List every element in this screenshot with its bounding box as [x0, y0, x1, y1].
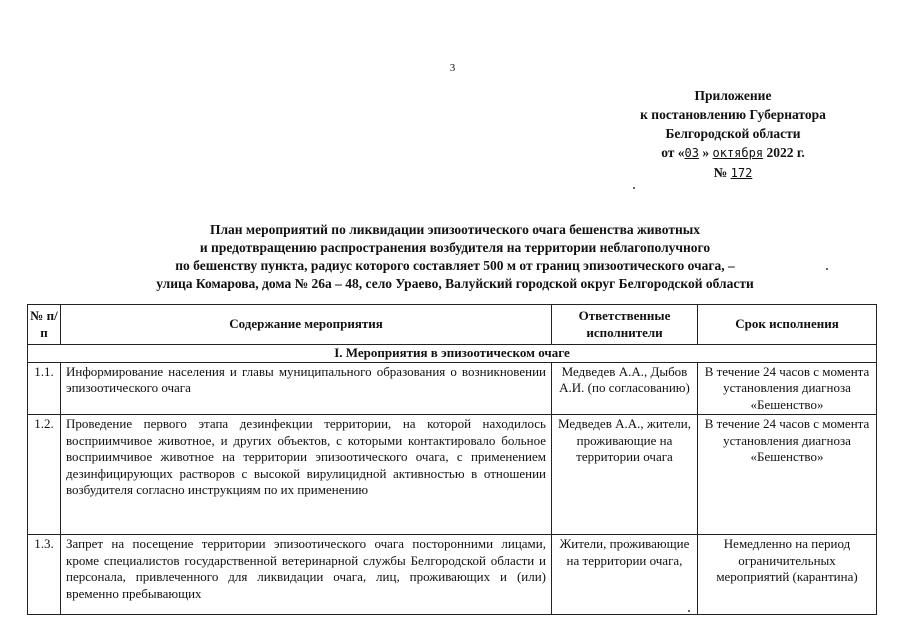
row-responsible: Медведев А.А., жители, проживающие на территории очага: [552, 415, 698, 535]
row-num: 1.3.: [28, 535, 61, 615]
section-title: I. Мероприятия в эпизоотическом очаге: [28, 345, 877, 363]
row-responsible: Медведев А.А., Дыбов А.И. (по согласованию): [552, 362, 698, 415]
row-responsible: Жители, проживающие на территории очага,: [552, 535, 698, 615]
date-mid: »: [698, 145, 713, 160]
appendix-line3: Белгородской области: [665, 126, 801, 141]
appendix-line2: к постановлению Губернатора: [640, 107, 826, 122]
section-row: [28, 345, 877, 363]
header-content: Содержание мероприятия: [61, 305, 552, 345]
date-month: октября: [712, 146, 764, 160]
row-content: Проведение первого этапа дезинфекции территории, на которой находилось восприимчивое животное, и других объектов, с которыми контактировало больное восприимчивое животное на территории эпизоотического очага, с применением дезинфицирующих растворов с высокой вирулицидной активностью в отношении возбудителя согласно инструкциям по их применению: [61, 415, 552, 535]
row-content: Запрет на посещение территории эпизоотического очага посторонними лицами, кроме специалистов государственной ветеринарной службы Белгородской области и персонала, привлеченного для ликвидации очага, лиц, проживающих и (или) временно пребывающих: [61, 535, 552, 615]
appendix-line1: Приложение: [694, 88, 772, 103]
appendix-number: [603, 163, 863, 183]
table-row: [28, 362, 877, 415]
title-line1: План мероприятий по ликвидации эпизоотического очага бешенства животных: [209, 222, 701, 237]
date-prefix: от «: [661, 145, 685, 160]
table-row: [28, 415, 877, 535]
document-title: [40, 221, 870, 293]
row-content: Информирование населения и главы муниципального образования о возникновении эпизоотического очага: [61, 362, 552, 415]
row-term: В течение 24 часов с момента установления диагноза «Бешенство»: [698, 415, 877, 535]
header-responsible: Ответственные исполнители: [552, 305, 698, 345]
page-number: 3: [449, 62, 456, 74]
title-line3: по бешенству пункта, радиус которого составляет 500 м от границ эпизоотического очага, –: [175, 258, 735, 273]
header-num: № п/п: [28, 305, 61, 345]
header-term: Срок исполнения: [698, 305, 877, 345]
table-row: [28, 535, 877, 615]
date-year: 2022 г.: [763, 145, 805, 160]
title-line2: и предотвращению распространения возбудителя на территории неблагополучного: [199, 240, 711, 255]
appendix-date: [603, 143, 863, 163]
scan-speck: [688, 610, 690, 612]
table-header-row: [28, 305, 877, 345]
number-prefix: №: [713, 165, 731, 180]
appendix-block: [603, 86, 863, 183]
row-term: В течение 24 часов с момента установления диагноза «Бешенство»: [698, 362, 877, 415]
row-num: 1.2.: [28, 415, 61, 535]
date-day: 03: [684, 146, 699, 160]
title-line4: улица Комарова, дома № 26а – 48, село Ураево, Валуйский городской округ Белгородской области: [156, 276, 754, 291]
scan-speck: [633, 187, 635, 189]
scan-speck: [826, 268, 828, 270]
row-num: 1.1.: [28, 362, 61, 415]
measures-table: [27, 304, 877, 615]
row-term: Немедленно на период ограничительных мероприятий (карантина): [698, 535, 877, 615]
number-value: 172: [730, 166, 753, 180]
